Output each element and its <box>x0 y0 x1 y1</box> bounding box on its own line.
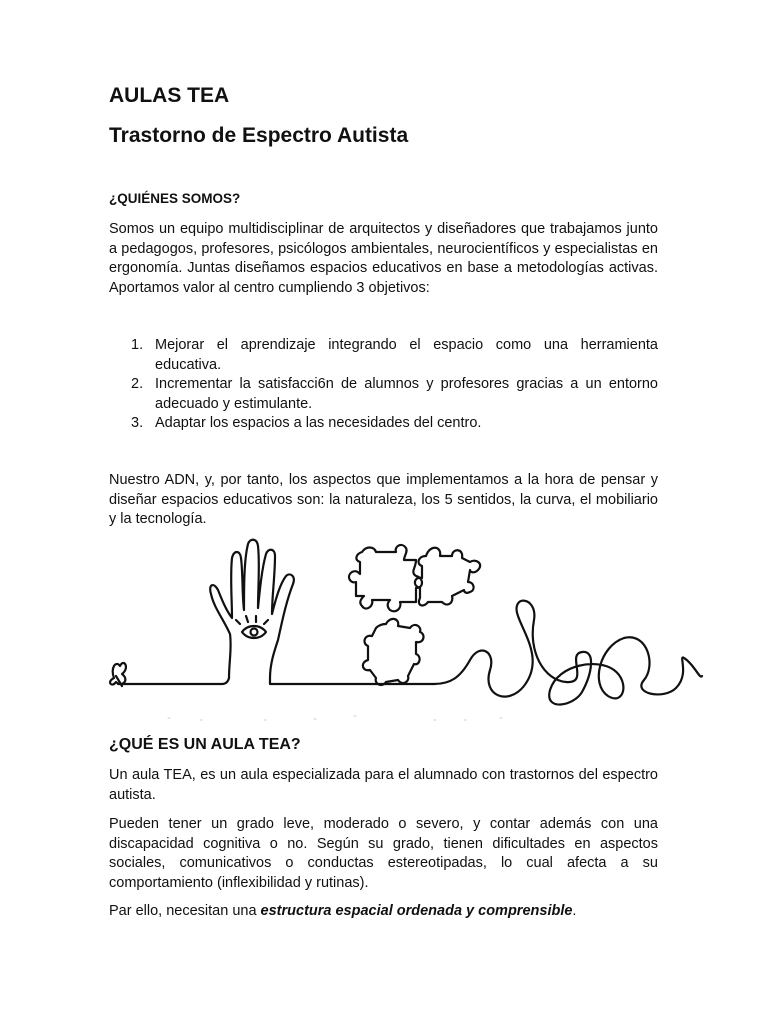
objective-item <box>109 336 658 375</box>
puzzle-pieces-icon <box>349 545 480 685</box>
document-title: AULAS TEA <box>109 84 230 107</box>
definition-paragraph: Un aula TEA, es un aula especializada para el alumnado con trastornos del espectro autista. <box>109 767 658 803</box>
hand-eye-icon <box>210 540 434 684</box>
paper-specks <box>168 716 502 720</box>
intro-paragraph: Somos un equipo multidisciplinar de arquitectos y diseñadores que trabajamos junto a pedagogos, profesores, psicólogos ambientales, neurocientíficos y especialistas en ergonomía. Juntas diseñamos espacios educativos en base a metodologías activas. Aportamos valor al centro cumpliendo 3 objetivos: <box>109 221 658 296</box>
objective-text: Incrementar la satisfacci6n de alumnos y profesores gracias a un entorno adecuado y estimulante. <box>155 376 658 412</box>
objective-number: 3. <box>131 415 144 432</box>
degree-paragraph: Pueden tener un grado leve, moderado o severo, y contar además con una discapacidad cognitiva o no. Según su grado, tienen dificultades en aspectos sociales, comunicativos o conductas estereotipadas, lo cual afecta a su comportamiento (inflexibilidad y rutinas). <box>109 816 658 891</box>
adn-paragraph: Nuestro ADN, y, por tanto, los aspectos que implementamos a la hora de pensar y diseñar espacios educativos son: la naturaleza, los 5 sentidos, la curva, el mobiliario y la tecnología. <box>109 472 658 528</box>
objectives-list <box>109 336 658 434</box>
baseline-line <box>118 678 229 684</box>
needs-end: . <box>572 903 577 919</box>
needs-emphasis: estructura espacial ordenada y comprensible <box>260 903 573 919</box>
objective-number: 1. <box>131 337 144 353</box>
needs-text: Par ello, necesitan una <box>109 903 261 919</box>
section-heading-quienes-somos: ¿QUIÉNES SOMOS? <box>109 191 241 206</box>
needs-paragraph <box>109 902 658 922</box>
objective-item <box>109 375 658 414</box>
objective-item <box>109 414 658 434</box>
objective-number: 2. <box>131 376 144 393</box>
flower-icon <box>110 663 126 686</box>
objective-text: Adaptar los espacios a las necesidades del centro. <box>155 415 482 432</box>
illustration-svg <box>104 536 704 726</box>
document-subtitle: Trastorno de Espectro Autista <box>109 124 409 147</box>
objective-text: Mejorar el aprendizaje integrando el espacio como una herramienta educativa. <box>155 337 658 373</box>
section-heading-que-es-aula-tea: ¿QUÉ ES UN AULA TEA? <box>109 736 301 753</box>
scribble-line-icon <box>434 601 702 705</box>
hand-drawn-illustration <box>104 536 704 726</box>
